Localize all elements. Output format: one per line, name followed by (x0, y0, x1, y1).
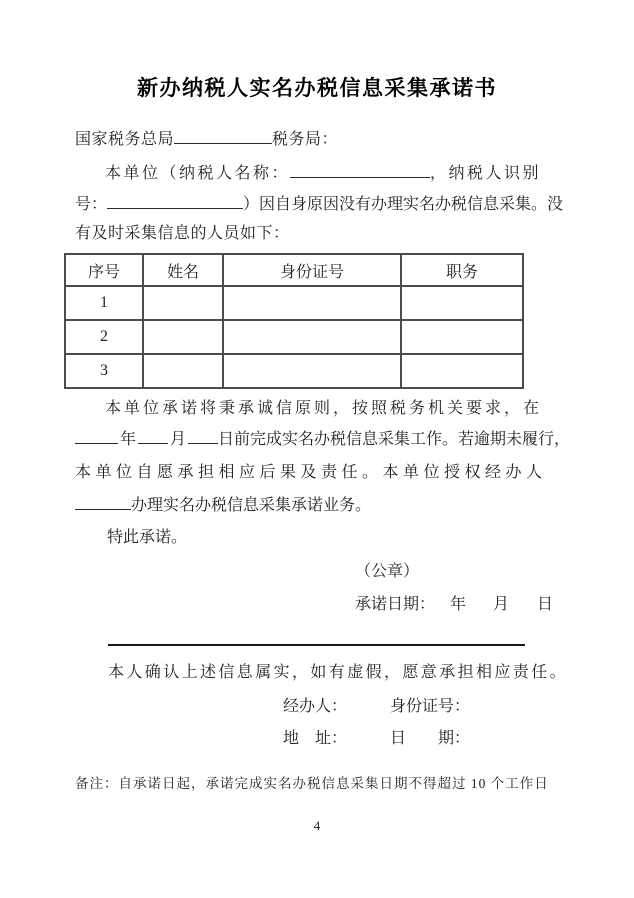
seal-placeholder: （公章） (355, 563, 420, 580)
para1-line1-post: ，纳税人识别 (430, 165, 542, 182)
cell-id-3 (223, 354, 401, 388)
table-row (65, 354, 523, 388)
blank-year (75, 442, 118, 444)
address-label: 地 址： (283, 730, 348, 747)
persons-table (64, 253, 524, 389)
header-serial-no: 序号 (65, 254, 143, 286)
cell-name-1 (143, 286, 223, 320)
month-char: 月 (493, 596, 510, 613)
blank-month (138, 442, 168, 444)
header-name: 姓名 (143, 254, 223, 286)
page-number: 4 (313, 818, 321, 833)
cell-serial-1: 1 (65, 286, 143, 320)
blank-taxpayer-id (107, 207, 243, 209)
date-label: 日 期： (390, 730, 471, 747)
salutation-suffix: 税务局： (272, 131, 339, 148)
blank-tax-bureau (174, 142, 272, 144)
blank-agent-name (75, 508, 131, 510)
cell-id-1 (223, 286, 401, 320)
header-position: 职务 (401, 254, 523, 286)
table-header-row (65, 254, 523, 286)
cell-position-2 (401, 320, 523, 354)
para1-line1-pre: 本单位（纳税人名称： (105, 165, 291, 182)
cell-name-3 (143, 354, 223, 388)
para2-line2-rest: 日前完成实名办税信息采集工作。若逾期未履行， (218, 431, 571, 448)
para2-line4 (75, 496, 371, 516)
hereby-line: 特此承诺。 (107, 529, 188, 546)
para1-line2 (75, 195, 563, 215)
para1-line1 (105, 164, 541, 184)
table-row (65, 286, 523, 320)
para2-line1: 本单位承诺将秉承诚信原则，按照税务机关要求，在 (105, 400, 543, 417)
para2-year-char: 年 (120, 431, 137, 448)
agent-label: 经办人： (283, 698, 348, 715)
commitment-date-label: 承诺日期： (355, 596, 436, 613)
para1-line2-post: ）因自身原因没有办理实名办税信息采集。没 (243, 196, 564, 213)
para2-line4-text: 办理实名办税信息采集承诺业务。 (131, 497, 372, 514)
confirmation-statement: 本人确认上述信息属实，如有虚假，愿意承担相应责任。 (108, 664, 569, 681)
para1-line2-pre: 号： (75, 196, 108, 213)
salutation-prefix: 国家税务总局 (75, 131, 175, 148)
id-number-label: 身份证号： (390, 698, 471, 715)
cell-serial-2: 2 (65, 320, 143, 354)
salutation-line (75, 130, 338, 150)
year-char: 年 (450, 596, 467, 613)
para2-month-char: 月 (170, 431, 187, 448)
separator-line (108, 644, 525, 646)
table-row (65, 320, 523, 354)
para2-line2 (75, 430, 570, 450)
day-char: 日 (537, 596, 554, 613)
para2-line3: 本单位自愿承担相应后果及责任。本单位授权经办人 (75, 464, 547, 481)
cell-position-1 (401, 286, 523, 320)
header-id-number: 身份证号 (223, 254, 401, 286)
blank-day (188, 442, 218, 444)
blank-taxpayer-name (290, 176, 430, 178)
cell-serial-3: 3 (65, 354, 143, 388)
cell-name-2 (143, 320, 223, 354)
commitment-date-line (355, 595, 553, 615)
document-title: 新办纳税人实名办税信息采集承诺书 (137, 77, 497, 100)
para1-line3: 有及时采集信息的人员如下： (75, 225, 290, 242)
footer-note: 备注：自承诺日起，承诺完成实名办税信息采集日期不得超过 10 个工作日 (75, 776, 549, 791)
cell-id-2 (223, 320, 401, 354)
cell-position-3 (401, 354, 523, 388)
